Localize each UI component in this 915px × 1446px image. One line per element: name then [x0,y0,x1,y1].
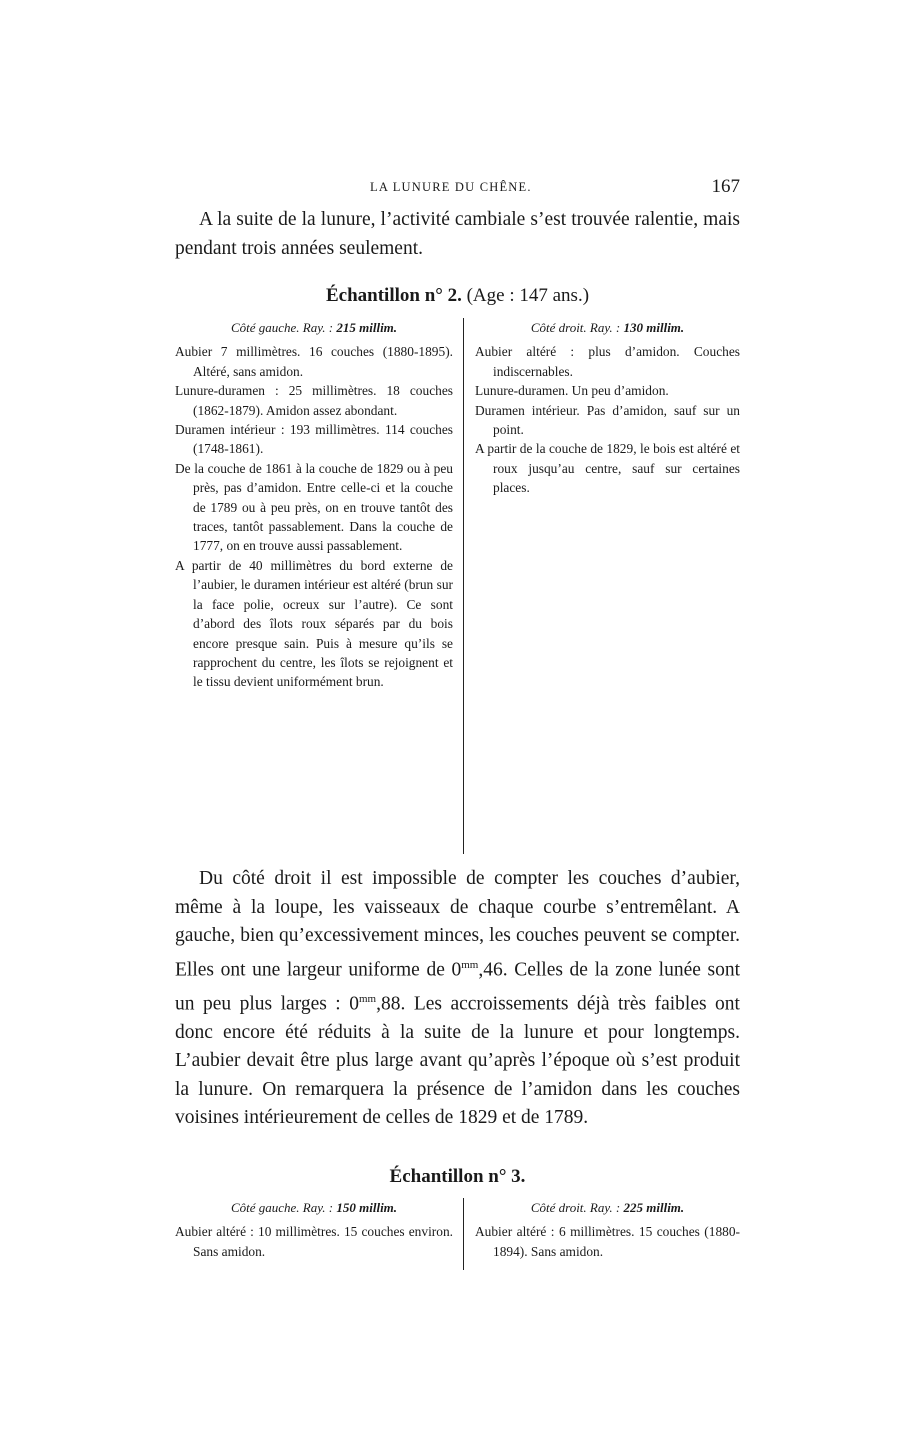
left-heading-value: 150 millim. [336,1200,398,1215]
left-heading-side: Côté gauche. Ray. : [230,1200,337,1215]
left-entry: A partir de 40 millimètres du bord externe de l’aubier, le duramen intérieur est altéré (brun sur la face polie, ocreux sur l’autre). Ce sont d’abord des îlots roux séparés par du bois encore presque sain. Puis à mesure qu’ils se rapprochent du centre, les îlots se rejoignent et le tissu devient uniformément brun. [175,557,453,690]
right-entry: Aubier altéré : plus d’amidon. Couches indiscernables. [475,344,740,379]
sample-3-columns [175,1198,740,1270]
left-entry: De la couche de 1861 à la couche de 1829 ou à peu près, pas d’amidon. Entre celle-ci et la couche de 1789 ou à peu près, on en trouve tantôt des traces, tantôt passablement. Dans la couche de 1777, on en trouve aussi passablement. [175,460,453,554]
sample-2-columns [175,318,740,854]
page-number: 167 [711,176,740,197]
right-heading-value: 225 millim. [623,1200,685,1215]
intro-paragraph [175,206,740,263]
sample-2-right-column [475,318,740,498]
discussion-text [175,865,740,1133]
sample-3-left-column [175,1198,453,1261]
unit-superscript: mm [358,992,377,1005]
left-column-heading [175,1198,453,1217]
discussion-paragraph [175,865,740,1133]
sample-2-title [175,285,740,307]
right-entry: A partir de la couche de 1829, le bois est altéré et roux jusqu’au centre, sauf sur certaines places. [475,441,740,496]
intro-text: A la suite de la lunure, l’activité cambiale s’est trouvée ralentie, mais pendant trois années seulement. [175,209,740,259]
right-heading-side: Côté droit. Ray. : [530,320,624,335]
discussion-text-part: ,88. Les accroissements déjà très faibles ont donc encore été réduits à la suite de la lunure et pour longtemps. L’aubier devait être plus large avant qu’après l’époque où s’est produit la lunure. On remarquera la présence de l’amidon dans les couches voisines intérieurement de celles de 1829 et de 1789. [175,993,740,1128]
discussion-text-part: Du côté droit il est impossible de compter les couches d’aubier, même à la loupe, les vaisseaux de chaque courbe s’entremêlant. A gauche, bien qu’excessivement minces, les couches peuvent se compter. Elles ont une largeur uniforme de 0 [175,868,740,980]
right-heading-value: 130 millim. [623,320,685,335]
right-entry: Lunure-duramen. Un peu d’amidon. [475,383,669,399]
right-heading-side: Côté droit. Ray. : [530,1200,624,1215]
left-entry: Lunure-duramen : 25 millimètres. 18 couches (1862-1879). Amidon assez abondant. [175,383,453,418]
left-entry: Aubier altéré : 10 millimètres. 15 couches environ. Sans amidon. [175,1224,453,1259]
unit-superscript: mm [461,958,479,971]
left-heading-side: Côté gauche. Ray. : [230,320,337,335]
left-entry: Duramen intérieur : 193 millimètres. 114 couches (1748-1861). [175,422,453,457]
left-column-heading [175,318,453,337]
sample-2-title-main: Échantillon n° 2. [325,285,462,306]
sample-3-right-column [475,1198,740,1261]
left-entry: Aubier 7 millimètres. 16 couches (1880-1895). Altéré, sans amidon. [175,344,453,379]
left-heading-value: 215 millim. [336,320,398,335]
sample-2-title-age: (Age : 147 ans.) [461,285,590,306]
column-divider [463,318,464,854]
right-column-heading [475,1198,740,1217]
right-entry: Aubier altéré : 6 millimètres. 15 couches (1880-1894). Sans amidon. [475,1224,740,1259]
sample-2-left-column [175,318,453,692]
right-entry: Duramen intérieur. Pas d’amidon, sauf sur un point. [475,402,740,438]
page-header [175,176,740,198]
running-title: LA LUNURE DU CHÊNE. [370,180,532,194]
discussion-text-part: ,46. Celles de la zone lunée sont un peu plus larges : 0 [175,959,741,1014]
column-divider [463,1198,464,1270]
sample-3-title: Échantillon n° 3. [389,1166,526,1187]
right-column-heading [475,318,740,337]
